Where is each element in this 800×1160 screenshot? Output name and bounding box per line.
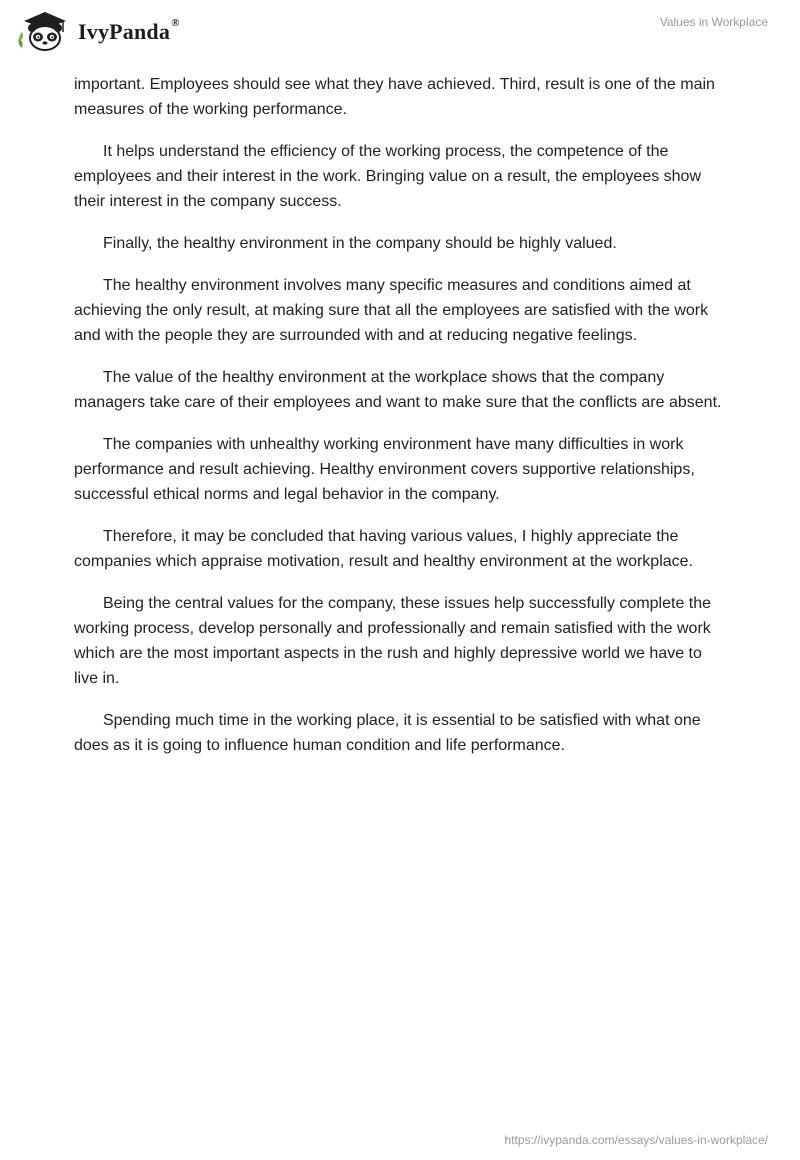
paragraph: Finally, the healthy environment in the company should be highly valued. [103, 235, 617, 252]
paragraph: important. Employees should see what they have achieved. Third, result is one of the main measures of the working performance. [74, 76, 715, 118]
paragraph: The value of the healthy environment at the workplace shows that the company managers take care of their employees and want to make sure that the conflicts are absent. [74, 369, 722, 411]
source-url-link[interactable]: https://ivypanda.com/essays/values-in-workplace/ [504, 1133, 768, 1147]
essay-body [74, 72, 724, 775]
brand-name: IvyPanda® [78, 17, 180, 44]
paragraph: The companies with unhealthy working environment have many difficulties in work performance and result achieving. Healthy environment covers supportive relationships, successful ethical norms and legal behavior in the company. [74, 436, 695, 503]
paragraph: Spending much time in the working place, it is essential to be satisfied with what one does as it is going to influence human condition and life performance. [74, 712, 701, 754]
paragraph: Therefore, it may be concluded that having various values, I highly appreciate the companies which appraise motivation, result and healthy environment at the workplace. [74, 528, 693, 570]
page-header [0, 0, 800, 70]
paragraph: It helps understand the efficiency of the working process, the competence of the employees and their interest in the work. Bringing value on a result, the employees show their interest in the company success. [74, 143, 702, 210]
registered-mark: ® [171, 17, 180, 29]
document-title: Values in Workplace [659, 15, 768, 29]
ivypanda-logo[interactable] [16, 8, 180, 52]
panda-graduate-icon [16, 8, 74, 52]
paragraph: Being the central values for the company, these issues help successfully complete the working process, develop personally and professionally and remain satisfied with the work which are the most important aspects in the rush and highly depressive world we have to live in. [74, 595, 712, 687]
paragraph: The healthy environment involves many specific measures and conditions aimed at achieving the only result, at making sure that all the employees are satisfied with the work and with the people they are surrounded with and at reducing negative feelings. [74, 277, 709, 344]
